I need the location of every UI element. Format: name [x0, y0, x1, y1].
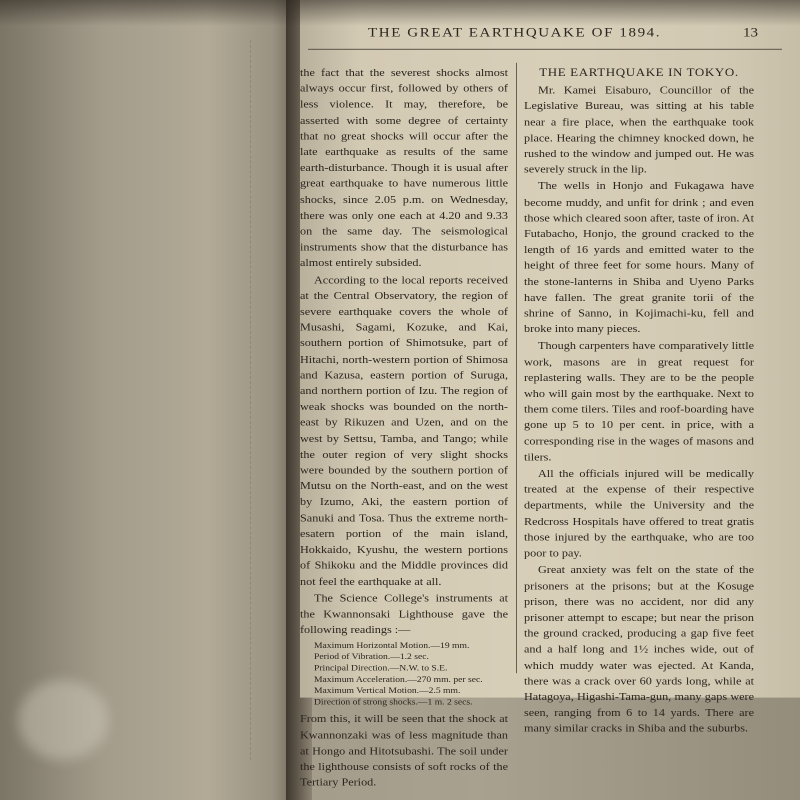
reading-line: Maximum Horizontal Motion.—19 mm.	[314, 641, 470, 651]
reading-line: Maximum Vertical Motion.—2.5 mm.	[314, 686, 461, 697]
right-paragraph: All the officials injured will be medically treated at the expense of their respective departments, while the University and the Redcross Hospitals have offered to treat gratis those injured by the earthquake, who are too poor to pay.	[524, 467, 754, 560]
reading-line: Maximum Acceleration.—270 mm. per sec.	[314, 675, 483, 685]
reading-line: Principal Direction.—N.W. to S.E.	[314, 663, 448, 674]
reading-line: Period of Vibration.—1.2 sec.	[314, 652, 429, 663]
right-paragraph: Mr. Kamei Eisaburo, Councillor of the Legislative Bureau, was sitting at his table near a fire place, when the earthquake took place. Hearing the chimney knocked down, he rushed to the window and jumped out. He was severely struck in the lip.	[524, 83, 754, 176]
left-paragraph: the fact that the severest shocks almost always occur first, followed by others of less violence. It may, therefore, be asserted with some degree of certainty that no great shocks will occur after the late earthquake as results of the same earth-disturbance. Though it is usual after great earthquake to have numerous little shocks, since 2.05 p.m. on Wednesday, there was only one each at 4.20 and 9.33 on the same day. The seismological instruments show that the disturbance has almost entirely subsided.	[300, 66, 508, 269]
header-rule	[308, 49, 782, 50]
left-column	[300, 65, 508, 791]
page-number: 13	[743, 26, 758, 41]
left-paragraph: The Science College's instruments at the Kwannonsaki Lighthouse gave the following readings :—	[300, 591, 508, 636]
left-closing-paragraph: From this, it will be seen that the shock at Kwannonzaki was of less magnitude than at Hongo and Hitotsubashi. The soil under the lighthouse consists of soft rocks of the Tertiary Period.	[300, 712, 508, 789]
section-heading: THE EARTHQUAKE IN TOKYO.	[539, 65, 739, 79]
top-shadow	[0, 0, 800, 26]
right-column	[524, 65, 754, 737]
right-paragraph: The wells in Honjo and Fukagawa have become muddy, and unfit for drink ; and even those which cleared soon after, taste of iron. At Futabacho, Honjo, the ground cracked to the length of 16 yards and emitted water to the height of three feet for some hours. Many of the stone-lanterns in Shiba and Uyeno Parks have fallen. The great granite torii of the shrine of Sanno, in Kojimachi-ku, fell and broke into many pieces.	[524, 179, 754, 336]
left-paragraph: According to the local reports received at the Central Observatory, the region of severe earthquake covers the whole of Musashi, Sagami, Kozuke, and Kai, southern portion of Shimotsuke, part of Hitachi, north-western portion of Shimosa and Kazusa, eastern portion of Suruga, and northern portion of Izu. The region of weak shocks was bounded on the north-east by Rikuzen and Uzen, and on the west by Settsu, Tamba, and Tango; while the outer region of very slight shocks were bounded by the southern portion of Mutsu on the North-east, and on the west by Izumo, Aki, the eastern portion of Sanuki and Tosa. Thus the extreme north-esatern portion of the main island, Hokkaido, Kyushu, the western portions of Shikoku and the Middle provinces did not feel the earthquake at all.	[300, 273, 508, 588]
reading-line: Direction of strong shocks.—1 m. 2 secs.	[314, 697, 473, 708]
right-page	[300, 0, 800, 789]
right-paragraph: Great anxiety was felt on the state of the prisoners at the prisons; but at the Kosuge prison, there was no accident, nor did any prisoner attempt to escape; but near the prison the ground cracked, producing a gap five feet and a half long and 1½ inches wide, out of which muddy water was ejected. At Kanda, there was a crack over 60 yards long, while at Hatagoya, Higashi-Tama-gun, many gaps were seen, ranging from 6 to 14 yards. There are many similar cracks in Shiba and the suburbs.	[524, 563, 754, 735]
instrument-readings	[314, 640, 508, 708]
running-head-title: THE GREAT EARTHQUAKE OF 1894.	[368, 26, 662, 41]
left-page-blank	[0, 0, 296, 800]
right-paragraph: Though carpenters have comparatively little work, masons are in great request for replastering walls. They are to be the people who will gain most by the earthquake. Next to them come tilers. Tiles and roof-boarding have gone up 5 to 10 per cent. in price, with a corresponding rise in the wages of masons and tilers.	[524, 339, 754, 463]
running-head	[368, 26, 758, 41]
column-divider	[516, 63, 517, 673]
